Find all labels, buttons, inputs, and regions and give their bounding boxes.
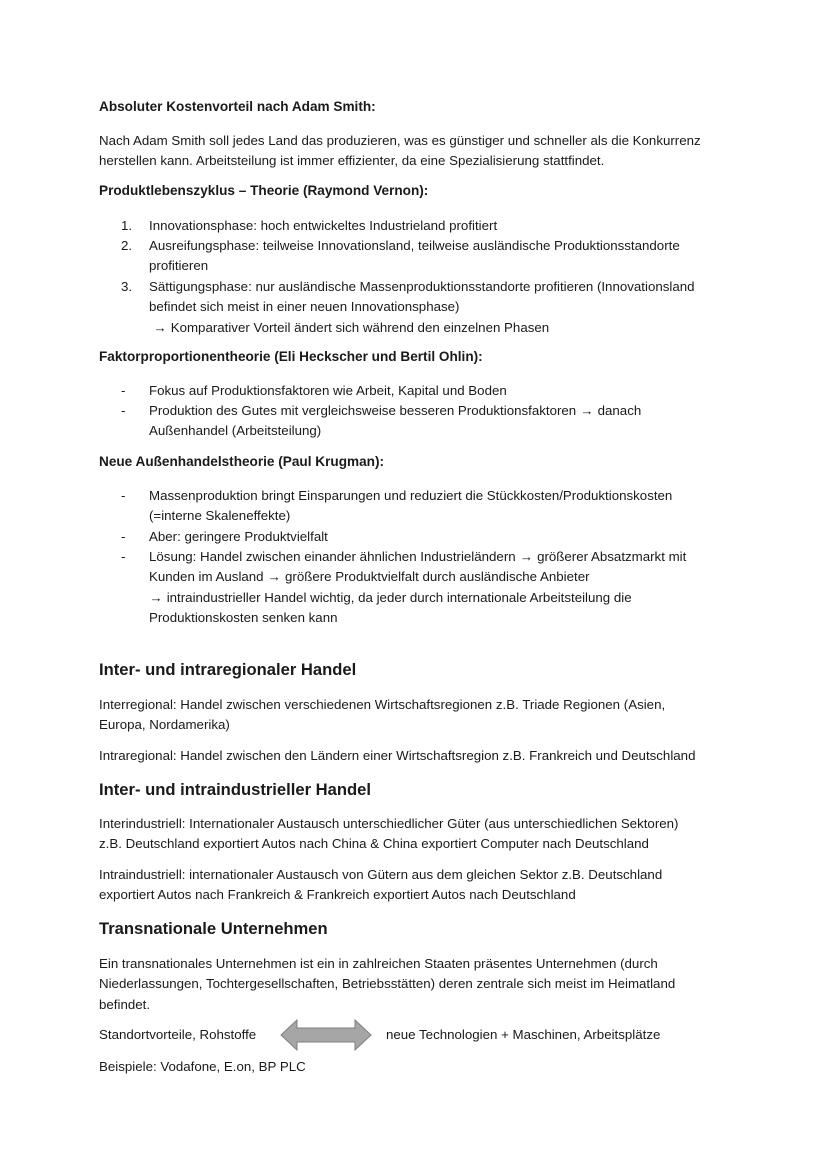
text-line: Massenproduktion bringt Einsparungen und reduziert die Stückkosten/Produktionskosten	[149, 488, 673, 503]
text-line: befindet sich meist in einer neuen Innovationsphase)	[149, 299, 460, 315]
text-line: größerer Absatzmarkt mit	[537, 549, 687, 564]
heading-heckscher: Faktorproportionentheorie (Eli Heckscher und Bertil Ohlin):	[99, 349, 483, 364]
industrial-paragraph-2	[99, 865, 739, 906]
text-line: (=interne Skaleneffekte)	[149, 508, 291, 524]
text-line: größere Produktvielfalt durch ausländische Anbieter	[285, 569, 590, 585]
heading-krugman: Neue Außenhandelstheorie (Paul Krugman):	[99, 454, 384, 469]
text-line: Fokus auf Produktionsfaktoren wie Arbeit, Kapital und Boden	[149, 383, 507, 398]
text-line: Niederlassungen, Tochtergesellschaften, Betriebsstätten) deren zentrale sich meist im Heimatland	[99, 976, 676, 992]
text-line: Produktionskosten senken kann	[149, 609, 338, 625]
list-marker: 1.	[121, 218, 133, 233]
text-line: exportiert Autos nach Frankreich & Frankreich exportiert Autos nach Deutschland	[99, 887, 576, 903]
arrow-right-icon: →	[580, 403, 594, 418]
text-line: befindet.	[99, 996, 151, 1012]
list-marker: 2.	[121, 238, 133, 253]
heading-vernon: Produktlebenszyklus – Theorie (Raymond Vernon):	[99, 183, 429, 198]
regional-paragraph-1	[99, 695, 739, 736]
text-line: Lösung: Handel zwischen einander ähnlichen Industrieländern	[149, 549, 516, 564]
text-line: Kunden im Ausland	[149, 569, 264, 585]
text-line: Ausreifungsphase: teilweise Innovationsland, teilweise ausländische Produktionsstandorte	[149, 238, 680, 253]
heading-regional: Inter- und intraregionaler Handel	[99, 660, 357, 679]
arrow-right-icon: →	[149, 589, 163, 605]
text-line: Aber: geringere Produktvielfalt	[149, 529, 328, 544]
text-line: z.B. Deutschland exportiert Autos nach China & China exportiert Computer nach Deutschland	[99, 836, 649, 852]
regional-paragraph-2	[99, 746, 739, 766]
arrow-right-icon: →	[267, 569, 281, 585]
arrow-note	[153, 318, 549, 338]
tnc-left-label: Standortvorteile, Rohstoffe	[99, 1027, 257, 1042]
text-line: profitieren	[149, 258, 209, 274]
text-line: Nach Adam Smith soll jedes Land das produzieren, was es günstiger und schneller als die Konkurrenz	[99, 133, 701, 148]
list-marker: -	[121, 529, 126, 544]
text-line: Intraindustriell: internationaler Austausch von Gütern aus dem gleichen Sektor z.B. Deutschland	[99, 867, 663, 882]
text-line: Europa, Nordamerika)	[99, 717, 230, 733]
list-marker: -	[121, 488, 126, 503]
text-line: Produktion des Gutes mit vergleichsweise besseren Produktionsfaktoren	[149, 403, 577, 418]
text-line: intraindustrieller Handel wichtig, da jeder durch internationale Arbeitsteilung die	[166, 589, 632, 605]
smith-paragraph	[99, 131, 739, 172]
text-line: Sättigungsphase: nur ausländische Massenproduktionsstandorte profitieren (Innovationsland	[149, 279, 695, 294]
heading-industrial: Inter- und intraindustrieller Handel	[99, 780, 371, 799]
text-line: Ein transnationales Unternehmen ist ein in zahlreichen Staaten präsentes Unternehmen (durch	[99, 956, 658, 971]
heading-smith: Absoluter Kostenvorteil nach Adam Smith:	[99, 99, 376, 114]
tnc-examples: Beispiele: Vodafone, E.on, BP PLC	[99, 1059, 306, 1074]
tnc-paragraph	[99, 954, 739, 1015]
arrow-note-text: Komparativer Vorteil ändert sich während den einzelnen Phasen	[170, 320, 550, 335]
double-arrow-icon	[280, 1019, 372, 1051]
list-marker: -	[121, 403, 126, 418]
text-line: Interregional: Handel zwischen verschiedenen Wirtschaftsregionen z.B. Triade Regionen (Asien,	[99, 697, 666, 712]
tnc-right-label: neue Technologien + Maschinen, Arbeitsplätze	[386, 1027, 661, 1042]
text-line: Außenhandel (Arbeitsteilung)	[149, 423, 322, 439]
text-line: Innovationsphase: hoch entwickeltes Industrieland profitiert	[149, 218, 498, 233]
arrow-right-icon: →	[519, 549, 533, 564]
list-marker: -	[121, 549, 126, 564]
list-marker: -	[121, 383, 126, 398]
industrial-paragraph-1	[99, 814, 739, 855]
heading-tnc: Transnationale Unternehmen	[99, 919, 328, 938]
list-marker: 3.	[121, 279, 133, 294]
text-line: Interindustriell: Internationaler Austausch unterschiedlicher Güter (aus unterschiedlichen Sektoren)	[99, 816, 679, 831]
text-line: Intraregional: Handel zwischen den Ländern einer Wirtschaftsregion z.B. Frankreich und Deutschland	[99, 748, 696, 763]
text-line: danach	[597, 403, 642, 418]
text-line: herstellen kann. Arbeitsteilung ist immer effizienter, da eine Spezialisierung stattfindet.	[99, 153, 605, 169]
arrow-right-icon: →	[153, 320, 167, 335]
